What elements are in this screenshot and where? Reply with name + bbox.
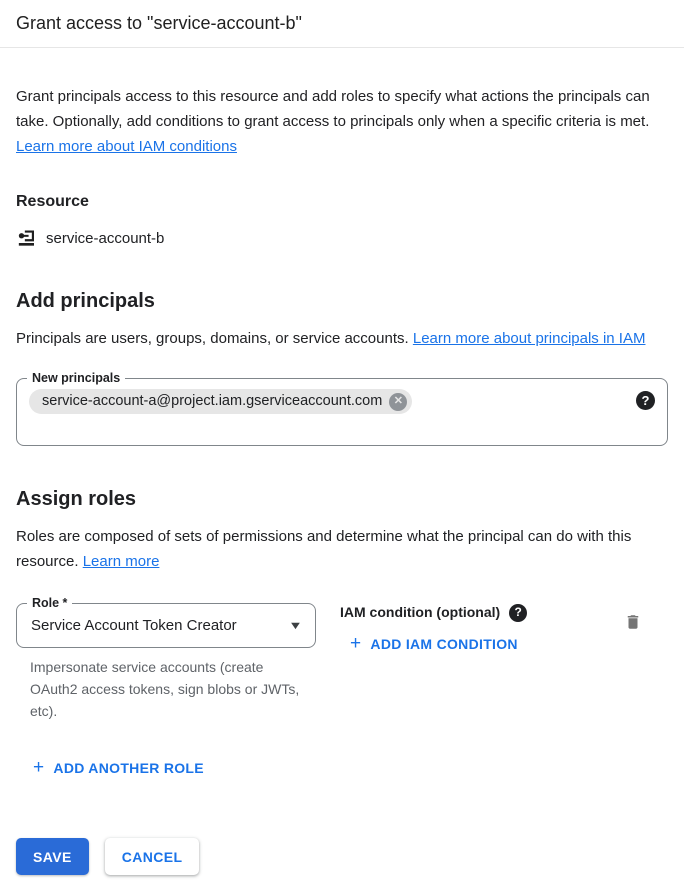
title-divider [0,47,684,48]
iam-conditions-link[interactable]: Learn more about IAM conditions [16,138,237,155]
dialog-title: Grant access to "service-account-b" [16,13,302,33]
role-select-label: Role * [27,595,72,612]
service-account-icon [16,228,37,248]
intro-paragraph [16,84,668,159]
close-icon[interactable]: ✕ [389,393,407,411]
roles-desc-text: Roles are composed of sets of permissions and determine what the principal can do with this resource. [16,528,632,570]
resource-item [16,228,668,248]
iam-condition-column [340,603,624,654]
new-principals-label: New principals [27,370,125,387]
add-principals-description [16,326,668,351]
help-icon[interactable]: ? [509,604,527,622]
plus-icon: + [350,633,362,654]
cancel-button[interactable]: CANCEL [105,838,200,875]
principals-learn-more-link[interactable]: Learn more about principals in IAM [412,330,646,347]
delete-role-button[interactable] [624,612,642,635]
chevron-down-icon: ▼ [288,619,303,632]
iam-condition-label: IAM condition (optional) [340,604,501,620]
role-column [16,596,316,722]
assign-roles-description [16,524,668,574]
principal-chip-value: service-account-a@project.iam.gserviceaccount.com [42,393,383,409]
plus-icon: + [33,757,45,778]
dialog-footer [16,838,199,875]
add-another-role-label: ADD ANOTHER ROLE [53,760,204,776]
help-icon[interactable]: ? [636,391,655,410]
assign-roles-heading: Assign roles [16,488,137,510]
intro-text: Grant principals access to this resource and add roles to specify what actions the principals can take. Optionally, add conditions to grant access to principals only when a specific criteria is met. [16,88,650,130]
role-select[interactable] [16,596,316,648]
add-iam-condition-button[interactable] [350,635,518,653]
new-principals-field[interactable] [16,371,668,446]
resource-heading: Resource [16,193,89,210]
role-helper-text: Impersonate service accounts (create OAuth2 access tokens, sign blobs or JWTs, etc). [30,659,300,719]
roles-learn-more-link[interactable]: Learn more [82,553,160,570]
principals-desc-text: Principals are users, groups, domains, or service accounts. [16,330,409,347]
trash-icon [624,620,642,635]
save-button[interactable]: SAVE [16,838,89,875]
role-select-value: Service Account Token Creator [31,617,237,634]
resource-name: service-account-b [46,229,165,247]
principal-chip [29,389,412,414]
add-principals-heading: Add principals [16,290,155,312]
add-another-role-button[interactable] [33,759,204,777]
iam-condition-label-row [340,603,624,622]
role-row [16,596,668,722]
add-iam-condition-label: ADD IAM CONDITION [370,636,518,652]
